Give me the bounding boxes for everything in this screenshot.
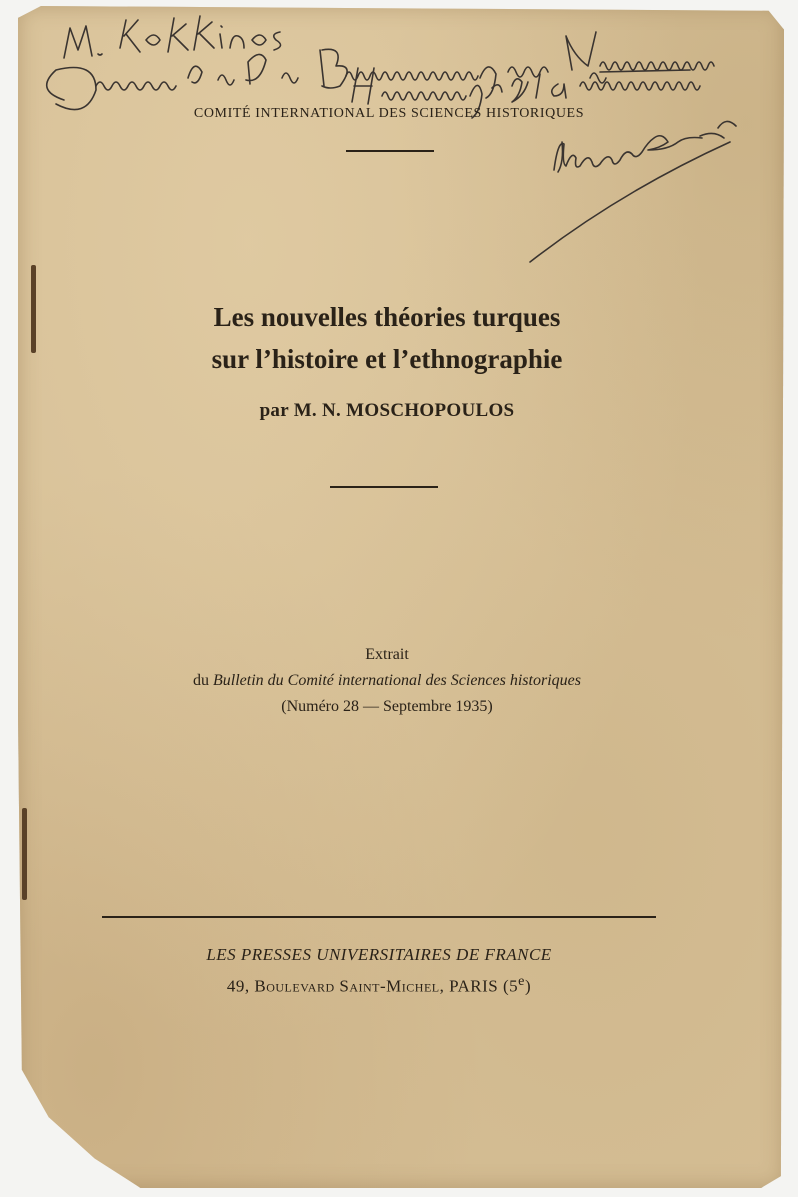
extrait-du: du [193,672,210,689]
author-line [0,400,786,422]
author-prefix: par [259,400,289,421]
divider-rule-top [346,150,434,152]
booklet-title [0,296,786,380]
extrait-source-line [0,668,786,694]
publisher-address-street: Boulevard Saint-Michel, [254,976,445,996]
publisher-address [0,968,778,1000]
committee-heading: COMITÉ INTERNATIONAL DES SCIENCES HISTORIQUES [193,106,585,121]
publisher-address-city: PARIS (5 [449,976,519,996]
divider-rule-middle [330,486,438,488]
publisher-address-sup: e [518,973,525,989]
extrait-source: Bulletin du Comité international des Sciences historiques [213,672,581,689]
publisher-address-number: 49, [226,976,250,996]
publisher-address-close: ) [524,976,532,996]
extract-notice [0,642,786,720]
title-line-2: sur l’histoire et l’ethnographie [211,344,563,374]
extrait-issue: (Numéro 28 — Septembre 1935) [281,698,493,715]
extrait-label: Extrait [365,646,409,663]
title-line-1: Les nouvelles théories turques [213,302,561,332]
author-name: M. N. MOSCHOPOULOS [293,400,515,421]
publisher-name: LES PRESSES UNIVERSITAIRES DE FRANCE [206,945,552,964]
publisher-block [0,942,778,1000]
divider-rule-bottom [102,916,656,918]
staple-bottom [22,808,27,900]
